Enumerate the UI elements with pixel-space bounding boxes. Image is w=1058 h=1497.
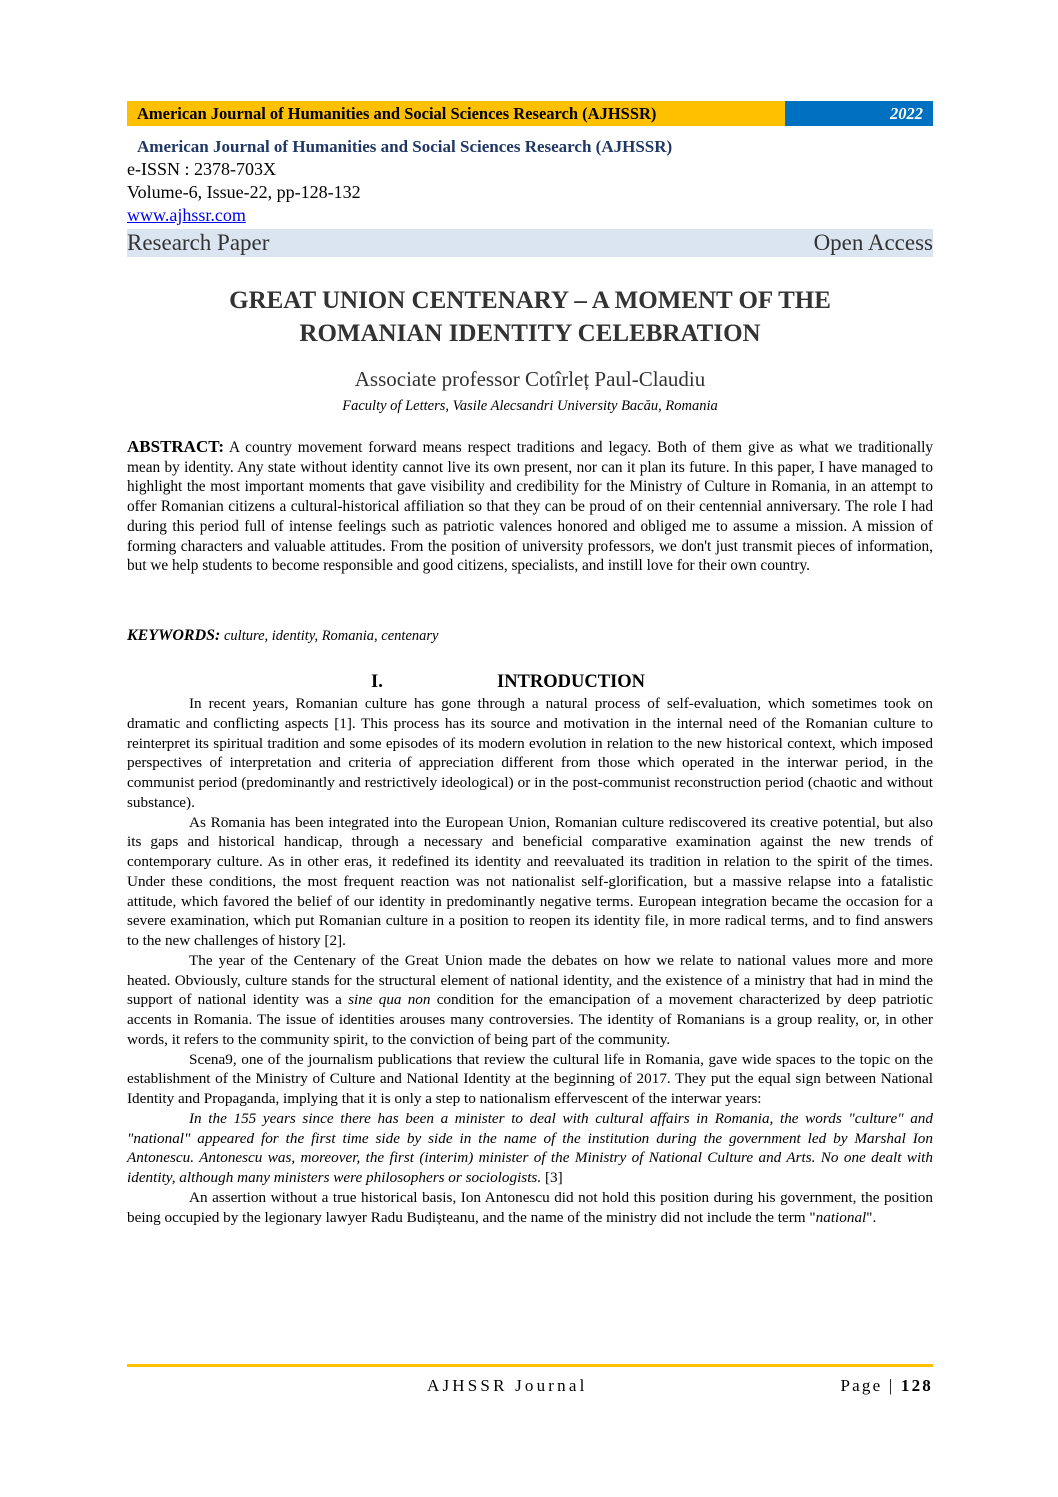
- paper-title-line-1: GREAT UNION CENTENARY – A MOMENT OF THE: [229, 287, 831, 314]
- footer-page: [841, 1374, 933, 1398]
- emphasis-national: national: [815, 1208, 867, 1226]
- access-type: Open Access: [813, 230, 933, 255]
- journal-website-link[interactable]: www.ajhssr.com: [127, 205, 246, 225]
- journal-issn: e-ISSN : 2378-703X: [127, 159, 276, 179]
- section-title: INTRODUCTION: [497, 672, 646, 692]
- paper-title: [127, 284, 933, 350]
- footer-page-label: Page |: [840, 1376, 901, 1395]
- keywords: [127, 626, 933, 646]
- paragraph-3: The year of the Centenary of the Great Union made the debates on how we relate to national values more and more heated. Obviously, culture stands for the structural element of national identity, and the existence of a ministry that had in mind the support of national identity was a sine qua non condition for the emancipation of a movement characterized by deep patriotic accents in Romania. The issue of identities arouses many controversies. The identity of Romanians is a group reality, or, in other words, it refers to the community spirit, to the conviction of being part of the community.: [127, 951, 933, 1048]
- paragraph-5: An assertion without a true historical basis, Ion Antonescu did not hold this position during his government, the position being occupied by the legionary lawyer Radu Budișteanu, and the name of the ministry did not include the term "national".: [127, 1188, 933, 1226]
- author-affiliation: Faculty of Letters, Vasile Alecsandri University Bacău, Romania: [342, 398, 718, 414]
- page-footer: [127, 1374, 933, 1398]
- footer-rule: [127, 1364, 933, 1367]
- author-name: Associate professor Cotîrleț Paul-Claudiu: [354, 367, 706, 391]
- quote-reference: [3]: [541, 1169, 563, 1186]
- section-number: I.: [371, 672, 383, 692]
- journal-info: [127, 135, 933, 257]
- footer-journal: AJHSSR Journal: [427, 1376, 588, 1395]
- keywords-label: KEYWORDS:: [127, 627, 221, 644]
- paper-type: Research Paper: [127, 230, 270, 255]
- paper-type-bar: [127, 229, 933, 257]
- paragraph-4: Scena9, one of the journalism publications that review the cultural life in Romania, gave wide spaces to the topic on the establishment of the Ministry of Culture and National Identity at the beginning of 2017. They put the equal sign between National Identity and Propaganda, implying that it is only a step to nationalism effervescent of the interwar years:: [127, 1050, 933, 1107]
- keywords-list: culture, identity, Romania, centenary: [220, 628, 439, 644]
- running-header-journal: American Journal of Humanities and Social Sciences Research (AJHSSR): [127, 101, 785, 126]
- abstract-text: A country movement forward means respect traditions and legacy. Both of them give as what we traditionally mean by identity. Any state without identity cannot live its own present, nor can it plan its future. In this paper, I have managed to highlight the most important moments that gave visibility and credibility for the Ministry of Culture in Romania, in an attempt to offer Romanian citizens a cultural-historical affiliation so that they can be proud of on their centennial anniversary. The role I had during this period full of intense feelings such as patriotic valences honored and obliged me to assume a mission. A mission of forming characters and valuable attitudes. From the position of university professors, we don't just transmit pieces of information, but we help students to become responsible and good citizens, specialists, and instill love for their own country.: [127, 439, 933, 575]
- running-header-year: 2022: [785, 101, 933, 126]
- journal-name: American Journal of Humanities and Social Sciences Research (AJHSSR): [137, 137, 673, 156]
- running-header: [127, 101, 933, 126]
- paragraph-2: As Romania has been integrated into the European Union, Romanian culture rediscovered its creative potential, but also its gaps and historical handicap, through a necessary and beneficial comparative examination against the new trends of contemporary culture. As in other eras, it redefined its identity and reevaluated its tradition in relation to the spirit of the times. Under these conditions, the most frequent reaction was not nationalist self-glorification, but a massive relapse into a fatalistic attitude, which favored the belief of our identity in predominantly negative terms. European integration became the occasion for a severe examination, which put Romanian culture in a position to reopen its identity file, in more radical terms, and to find answers to the new challenges of history [2].: [127, 813, 933, 949]
- abstract: [127, 437, 933, 576]
- paragraph-1: In recent years, Romanian culture has gone through a natural process of self-evaluation, which sometimes took on dramatic and conflicting aspects [1]. This process has its source and motivation in the internal need of the Romanian culture to reinterpret its spiritual tradition and some episodes of its modern evolution in relation to the new historical context, which imposed perspectives of interpretation and criteria of appreciation different from those which operated in the interwar period, in the communist period (predominantly and restrictively ideological) or in the post-communist reconstruction period (chaotic and without substance).: [127, 695, 933, 811]
- block-quote: In the 155 years since there has been a minister to deal with cultural affairs in Romania, the words "culture" and "national" appeared for the first time side by side in the name of the institution during the government led by Marshal Ion Antonescu. Antonescu was, moreover, the first (interim) minister of the Ministry of National Culture and Arts. No one dealt with identity, although many ministers were philosophers or sociologists. [3]: [127, 1109, 933, 1186]
- emphasis-sine-qua-non: sine qua non: [348, 991, 431, 1009]
- paper-title-line-2: ROMANIAN IDENTITY CELEBRATION: [299, 320, 761, 347]
- abstract-label: ABSTRACT:: [127, 437, 224, 456]
- journal-volume: Volume-6, Issue-22, pp-128-132: [127, 182, 361, 202]
- footer-page-number: 128: [900, 1376, 933, 1395]
- body-text: [127, 694, 933, 1227]
